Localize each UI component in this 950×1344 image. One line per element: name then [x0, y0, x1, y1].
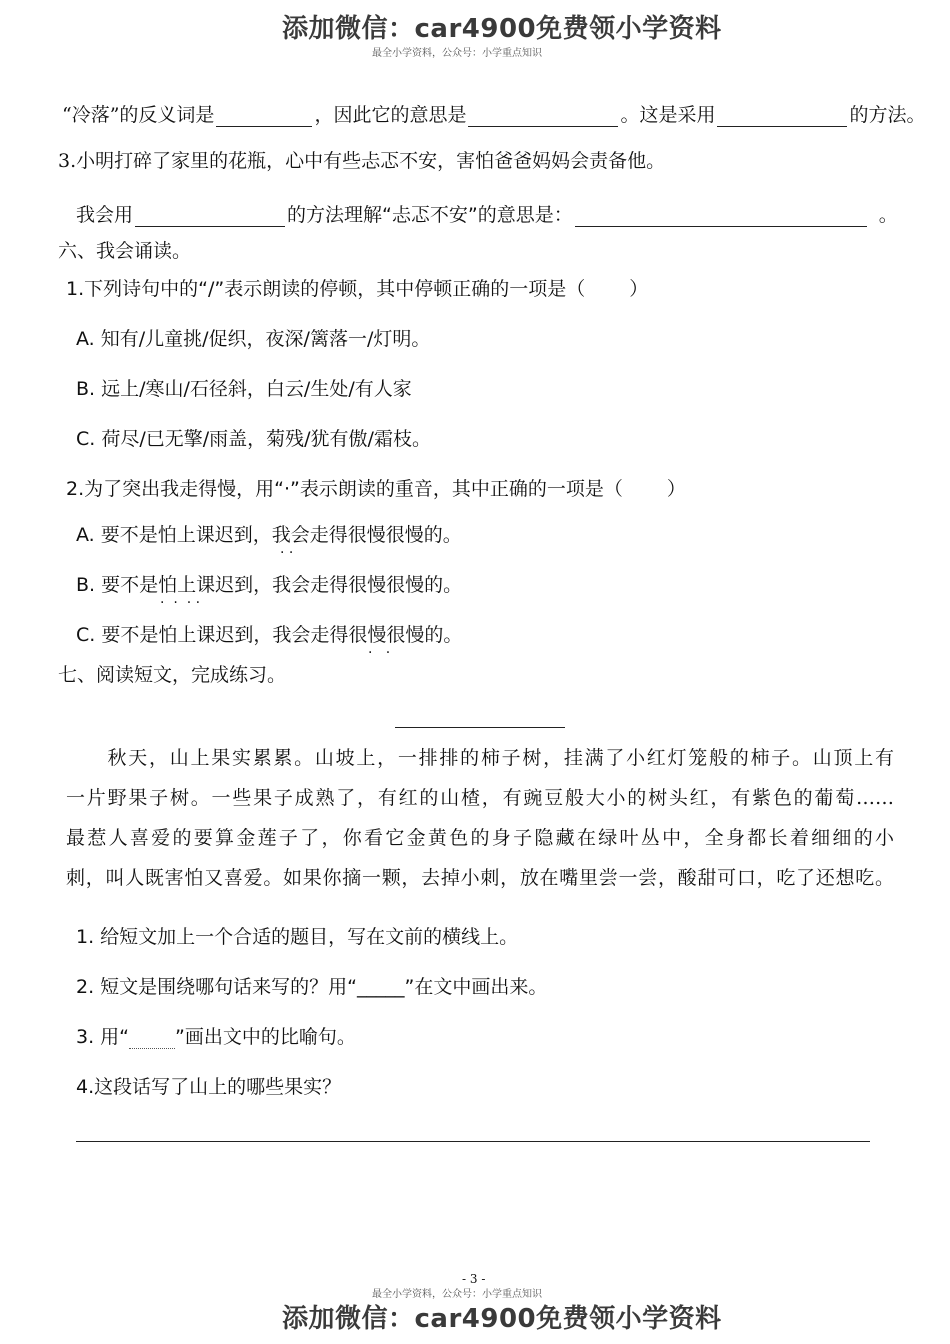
s7-question-3 [76, 1022, 356, 1049]
emphasis-dots-b: · · · · [160, 595, 201, 611]
bottom-watermark: 添加微信：car4900免费领小学资料 [282, 1304, 722, 1334]
method-blank[interactable] [717, 108, 847, 127]
q3-answer-part1: 我会用 [76, 204, 134, 226]
emphasis-dots-a: · · [280, 545, 294, 561]
s6-q1-stem: 1.下列诗句中的“/”表示朗读的停顿，其中停顿正确的一项是（ [66, 278, 586, 300]
passage-line-2: 一片野果子树。一些果子成熟了，有红的山楂，有豌豆般大小的树头红，有紫色的葡萄…… [66, 787, 894, 809]
top-watermark: 添加微信：car4900免费领小学资料 [282, 14, 722, 44]
answer-line[interactable] [76, 1141, 870, 1142]
s7-question-4: 4.这段话写了山上的哪些果实？ [76, 1076, 342, 1098]
s7-q3-tail: ”画出文中的比喻句。 [175, 1026, 356, 1048]
s6-q1-option-b: B. 远上/寒山/石径斜，白云/生处/有人家 [76, 378, 412, 400]
passage-line-3: 最惹人喜爱的要算金莲子了，你看它金黄色的身子隐藏在绿叶丛中，全身都长着细细的小 [66, 827, 894, 849]
wavy-underline-sample [129, 1032, 175, 1049]
leng-luo-question [62, 100, 925, 127]
leng-luo-part1: “冷落”的反义词是 [62, 104, 215, 126]
s7-question-1: 1. 给短文加上一个合适的题目，写在文前的横线上。 [76, 926, 519, 948]
top-watermark-subtitle: 最全小学资料，公众号：小学重点知识 [372, 48, 542, 59]
question-3-answer-line [76, 200, 898, 227]
antonym-blank[interactable] [216, 108, 312, 127]
s6-question-2 [66, 474, 686, 501]
q3-answer-part2: 的方法理解“忐忑不安”的意思是： [287, 204, 573, 226]
s6-q2-option-a: A. 要不是怕上课迟到，我会走得很慢很慢的。 [76, 524, 462, 546]
bottom-watermark-subtitle: 最全小学资料，公众号：小学重点知识 [372, 1289, 542, 1300]
reading-passage [66, 738, 894, 898]
s6-q2-stem: 2.为了突出我走得慢，用“·”表示朗读的重音，其中正确的一项是（ [66, 478, 623, 500]
s6-q1-option-c: C. 荷尽/已无擎/雨盖，菊残/犹有傲/霜枝。 [76, 428, 431, 450]
page-number: - 3 - [462, 1272, 486, 1286]
s7-question-2: 2. 短文是围绕哪句话来写的？用“_____”在文中画出来。 [76, 976, 548, 998]
s6-question-1 [66, 274, 648, 301]
leng-luo-part2: ，因此它的意思是 [314, 104, 467, 126]
s6-q2-option-b: B. 要不是怕上课迟到，我会走得很慢很慢的。 [76, 574, 463, 596]
s7-q3-head: 3. 用“ [76, 1026, 130, 1048]
s6-q2-option-c: C. 要不是怕上课迟到，我会走得很慢很慢的。 [76, 624, 463, 646]
passage-title-line[interactable] [395, 727, 565, 728]
leng-luo-part4: 的方法。 [849, 104, 926, 126]
s6-q1-close: ） [629, 278, 649, 300]
q3-method-blank[interactable] [135, 208, 285, 227]
question-3: 3.小明打碎了家里的花瓶，心中有些忐忑不安，害怕爸爸妈妈会责备他。 [58, 150, 666, 172]
s6-q2-close: ） [666, 478, 686, 500]
passage-line-1: 秋天，山上果实累累。山坡上，一排排的柿子树，挂满了小红灯笼般的柿子。山顶上有 [66, 747, 894, 769]
q3-answer-period: 。 [878, 204, 898, 226]
section-7-title: 七、阅读短文，完成练习。 [58, 664, 287, 686]
s6-q1-option-a: A. 知有/儿童挑/促织，夜深/篱落一/灯明。 [76, 328, 431, 350]
passage-line-4: 刺，叫人既害怕又喜爱。如果你摘一颗，去掉小刺，放在嘴里尝一尝，酸甜可口，吃了还想吃。 [66, 867, 894, 889]
section-6-title: 六、我会诵读。 [58, 240, 192, 262]
meaning-blank[interactable] [468, 108, 618, 127]
leng-luo-part3: 。这是采用 [620, 104, 716, 126]
q3-meaning-blank[interactable] [575, 208, 867, 227]
emphasis-dots-c: · · [368, 645, 391, 661]
